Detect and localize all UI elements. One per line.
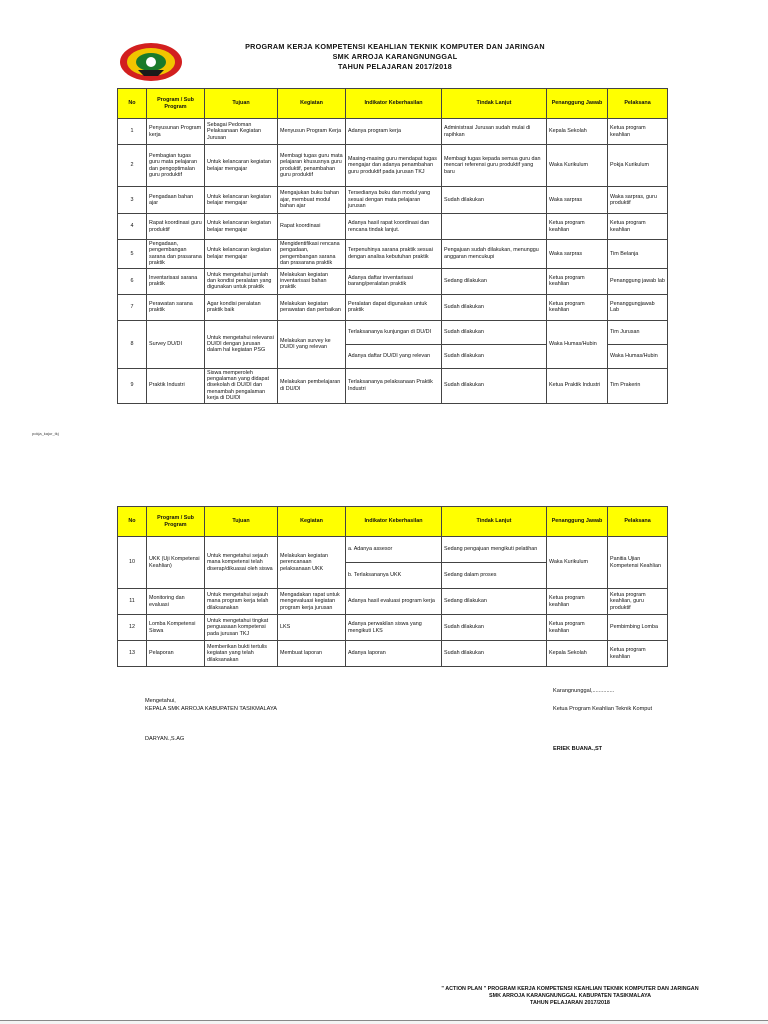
cell-tujuan: Untuk kelancaran kegiatan belajar mengajar bbox=[205, 187, 278, 214]
col-header-kegiatan: Kegiatan bbox=[278, 89, 346, 119]
cell-penanggung-jawab: Kepala Sekolah bbox=[547, 641, 608, 667]
cell-program: Pembagian tugas guru mata pelajaran dan pengoptimalan guru produktif bbox=[147, 145, 205, 187]
cell-tujuan: Untuk mengetahui sejauh mana kompetensi telah diserap/dikuasai oleh siswa bbox=[205, 537, 278, 589]
cell-no: 9 bbox=[118, 368, 147, 403]
cell-program: Pengadaan, pengembangan sarana dan prasarana praktik bbox=[147, 240, 205, 269]
cell-pelaksana: Tim Jurusan bbox=[608, 320, 668, 344]
cell-no: 1 bbox=[118, 119, 147, 145]
cell-pelaksana: Pokja Kurikulum bbox=[608, 145, 668, 187]
col-header-penanggung-jawab: Penanggung Jawab bbox=[547, 89, 608, 119]
cell-indikator: Adanya daftar inventarisasi barang/peralatan praktik bbox=[346, 268, 442, 294]
cell-tindak-lanjut: Pengajuan sudah dilakukan, menunggu anggaran mencukupi bbox=[442, 240, 547, 269]
cell-pelaksana: Penanggung jawab lab bbox=[608, 268, 668, 294]
cell-program: Penyusunan Program kerja bbox=[147, 119, 205, 145]
header-line-1: PROGRAM KERJA KOMPETENSI KEAHLIAN TEKNIK KOMPUTER DAN JARINGAN bbox=[245, 42, 545, 51]
next-table-edge bbox=[0, 1020, 768, 1024]
cell-tujuan: Untuk kelancaran kegiatan belajar mengajar bbox=[205, 145, 278, 187]
col-header-pelaksana: Pelaksana bbox=[608, 507, 668, 537]
cell-program: Monitoring dan evaluasi bbox=[147, 589, 205, 615]
action-line-1: " ACTION PLAN " PROGRAM KERJA KOMPETENSI KEAHLIAN TEKNIK KOMPUTER DAN JARINGAN bbox=[441, 986, 699, 992]
cell-no: 8 bbox=[118, 320, 147, 368]
place-date: Karangnunggal,.............. bbox=[553, 688, 615, 694]
cell-kegiatan: Melakukan survey ke DU/DI yang relevan bbox=[278, 320, 346, 368]
program-table-2 bbox=[117, 506, 668, 667]
program-table-1 bbox=[117, 88, 668, 404]
cell-kegiatan: Rapat koordinasi bbox=[278, 214, 346, 240]
cell-tujuan: Untuk kelancaran kegiatan belajar mengajar bbox=[205, 240, 278, 269]
col-header-program: Program / Sub Program bbox=[147, 507, 205, 537]
cell-program: Perawatan sarana praktik bbox=[147, 294, 205, 320]
action-line-2: SMK ARROJA KARANGNUNGGAL KABUPATEN TASIKMALAYA bbox=[488, 993, 652, 999]
col-header-no: No bbox=[118, 89, 147, 119]
cell-pelaksana: Ketua program keahlian bbox=[608, 214, 668, 240]
table-header-row bbox=[118, 89, 668, 119]
cell-tujuan: Memberikan bukti tertulis kegiatan yang telah dilaksanakan bbox=[205, 641, 278, 667]
cell-pelaksana: Tim Prakerin bbox=[608, 368, 668, 403]
table-row bbox=[118, 320, 668, 344]
cell-no: 4 bbox=[118, 214, 147, 240]
cell-tujuan: Siswa memperoleh pengalaman yang didapat disekolah di DU/DI dan menambah pengalaman kerja di DU/DI bbox=[205, 368, 278, 403]
cell-pelaksana: Pembimbing Lomba bbox=[608, 615, 668, 641]
known-label: Mengetahui, bbox=[145, 698, 176, 704]
cell-tujuan: Sebagai Pedoman Pelaksanaan Kegiatan Jurusan bbox=[205, 119, 278, 145]
cell-no: 13 bbox=[118, 641, 147, 667]
cell-program: Pengadaan bahan ajar bbox=[147, 187, 205, 214]
cell-penanggung-jawab: Waka sarpras bbox=[547, 240, 608, 269]
col-header-kegiatan: Kegiatan bbox=[278, 507, 346, 537]
cell-tindak-lanjut: Sudah dilakukan bbox=[442, 641, 547, 667]
cell-penanggung-jawab: Kepala Sekolah bbox=[547, 119, 608, 145]
cell-pelaksana: Waka sarpras, guru produktif bbox=[608, 187, 668, 214]
table-row bbox=[118, 119, 668, 145]
cell-indikator: Adanya daftar DU/DI yang relevan bbox=[346, 344, 442, 368]
cell-indikator: Tersedianya buku dan modul yang sesuai dengan mata pelajaran jurusan bbox=[346, 187, 442, 214]
cell-tindak-lanjut bbox=[442, 214, 547, 240]
cell-no: 5 bbox=[118, 240, 147, 269]
cell-no: 7 bbox=[118, 294, 147, 320]
col-header-indikator: Indikator Keberhasilan bbox=[346, 507, 442, 537]
cell-penanggung-jawab: Waka Humas/Hubin bbox=[547, 320, 608, 368]
table-row bbox=[118, 615, 668, 641]
table-row bbox=[118, 368, 668, 403]
cell-tindak-lanjut: Membagi tugas kepada semua guru dan mencari referensi guru produktif yang baru bbox=[442, 145, 547, 187]
cell-tujuan: Untuk mengetahui jumlah dan kondisi peralatan yang digunakan untuk praktik bbox=[205, 268, 278, 294]
cell-program: Rapat koordinasi guru produktif bbox=[147, 214, 205, 240]
cell-pelaksana: Ketua program keahlian bbox=[608, 641, 668, 667]
cell-pelaksana: Tim Belanja bbox=[608, 240, 668, 269]
cell-kegiatan: Melakukan kegiatan perawatan dan perbaikan bbox=[278, 294, 346, 320]
cell-penanggung-jawab: Ketua Praktik Industri bbox=[547, 368, 608, 403]
col-header-tindak-lanjut: Tindak Lanjut bbox=[442, 507, 547, 537]
cell-program: Lomba Kompetensi Siswa bbox=[147, 615, 205, 641]
cell-tujuan: Agar kondisi peralatan praktik baik bbox=[205, 294, 278, 320]
cell-indikator: Masing-masing guru mendapat tugas mengajar dan adanya penambahan guru produktif pada jurusan TKJ bbox=[346, 145, 442, 187]
cell-kegiatan: Melakukan kegiatan perencanaan pelaksanaan UKK bbox=[278, 537, 346, 589]
cell-kegiatan: Mengidentifikasi rencana pengadaan, pengembangan sarana dan prasarana praktik bbox=[278, 240, 346, 269]
cell-no: 2 bbox=[118, 145, 147, 187]
cell-indikator: Terlaksananya pelaksanaan Praktik Industri bbox=[346, 368, 442, 403]
cell-pelaksana: Ketua program keahlian bbox=[608, 119, 668, 145]
table-row bbox=[118, 294, 668, 320]
cell-tindak-lanjut: Sudah dilakukan bbox=[442, 187, 547, 214]
table-row bbox=[118, 589, 668, 615]
footer-code: pokja_kajur_tkj bbox=[32, 431, 59, 436]
cell-kegiatan: Membagi tugas guru mata pelajaran khususnya guru produktif, penambahan guru produktif bbox=[278, 145, 346, 187]
cell-indikator: Adanya laporan bbox=[346, 641, 442, 667]
col-header-tindak-lanjut: Tindak Lanjut bbox=[442, 89, 547, 119]
cell-indikator: b. Terlaksananya UKK bbox=[346, 563, 442, 589]
document-header bbox=[200, 42, 590, 72]
cell-kegiatan: Melakukan kegiatan inventarisasi bahan praktik bbox=[278, 268, 346, 294]
cell-pelaksana: Penanggungjawab Lab bbox=[608, 294, 668, 320]
cell-tindak-lanjut: Sedang dilakukan bbox=[442, 589, 547, 615]
cell-no: 6 bbox=[118, 268, 147, 294]
cell-tujuan: Untuk mengetahui relevansi DU/DI dengan jurusan dalam hal kegiatan PSG bbox=[205, 320, 278, 368]
cell-penanggung-jawab: Waka sarpras bbox=[547, 187, 608, 214]
cell-tindak-lanjut: Sudah dilakukan bbox=[442, 615, 547, 641]
cell-penanggung-jawab: Waka Kurikulum bbox=[547, 537, 608, 589]
table-row bbox=[118, 145, 668, 187]
cell-penanggung-jawab: Ketua program keahlian bbox=[547, 589, 608, 615]
col-header-pelaksana: Pelaksana bbox=[608, 89, 668, 119]
cell-tindak-lanjut: Sudah dilakukan bbox=[442, 320, 547, 344]
cell-pelaksana: Waka Humas/Hubin bbox=[608, 344, 668, 368]
cell-indikator: Terlaksananya kunjungan di DU/DI bbox=[346, 320, 442, 344]
cell-no: 11 bbox=[118, 589, 147, 615]
cell-penanggung-jawab: Ketua program keahlian bbox=[547, 294, 608, 320]
table-row bbox=[118, 641, 668, 667]
cell-no: 12 bbox=[118, 615, 147, 641]
cell-kegiatan: Mengadakan rapat untuk mengevaluasi kegiatan program kerja jurusan bbox=[278, 589, 346, 615]
cell-tujuan: Untuk mengetahui tingkat penguasaan kompetensi pada jurusan TKJ bbox=[205, 615, 278, 641]
table-row bbox=[118, 537, 668, 563]
table-header-row bbox=[118, 507, 668, 537]
head-title: KEPALA SMK ARROJA KABUPATEN TASIKMALAYA bbox=[145, 706, 278, 712]
cell-tindak-lanjut: Sudah dilakukan bbox=[442, 344, 547, 368]
cell-kegiatan: LKS bbox=[278, 615, 346, 641]
cell-program: UKK (Uji Kompetensi Keahlian) bbox=[147, 537, 205, 589]
cell-no: 10 bbox=[118, 537, 147, 589]
page-1 bbox=[0, 0, 768, 470]
head-name: DARYAN.,S.AG bbox=[145, 736, 185, 742]
cell-tindak-lanjut: Sedang dilakukan bbox=[442, 268, 547, 294]
cell-kegiatan: Membuat laporan bbox=[278, 641, 346, 667]
table-row bbox=[118, 240, 668, 269]
page-2 bbox=[0, 470, 768, 890]
col-header-no: No bbox=[118, 507, 147, 537]
cell-tujuan: Untuk mengetahui sejauh mana program kerja telah dilaksanakan bbox=[205, 589, 278, 615]
cell-indikator: Peralatan dapat digunakan untuk praktik bbox=[346, 294, 442, 320]
cell-tindak-lanjut: Administrasi Jurusan sudah mulai di rapihkan bbox=[442, 119, 547, 145]
cell-kegiatan: Mengajukan buku bahan ajar, membuat modul bahan ajar bbox=[278, 187, 346, 214]
header-line-2: SMK ARROJA KARANGNUNGGAL bbox=[332, 52, 458, 61]
cell-tindak-lanjut: Sedang pengajuan mengikuti pelatihan bbox=[442, 537, 547, 563]
cell-indikator: Adanya hasil evaluasi program kerja bbox=[346, 589, 442, 615]
col-header-tujuan: Tujuan bbox=[205, 507, 278, 537]
col-header-indikator: Indikator Keberhasilan bbox=[346, 89, 442, 119]
cell-program: Pelaporan bbox=[147, 641, 205, 667]
cell-program: Praktik Industri bbox=[147, 368, 205, 403]
page-3 bbox=[0, 890, 768, 1024]
action-plan-header bbox=[400, 986, 740, 1007]
kaprog-title: Ketua Program Keahlian Teknik Komput bbox=[553, 706, 653, 712]
cell-no: 3 bbox=[118, 187, 147, 214]
school-logo-icon bbox=[118, 40, 184, 84]
table-row bbox=[118, 268, 668, 294]
cell-indikator: Adanya program kerja bbox=[346, 119, 442, 145]
cell-pelaksana: Ketua program keahlian, guru produktif bbox=[608, 589, 668, 615]
cell-penanggung-jawab: Ketua program keahlian bbox=[547, 214, 608, 240]
cell-pelaksana: Panitia Ujian Kompetensi Keahlian bbox=[608, 537, 668, 589]
kaprog-name: ERIEK BUANA.,ST bbox=[553, 746, 603, 752]
col-header-program: Program / Sub Program bbox=[147, 89, 205, 119]
cell-tindak-lanjut: Sedang dalam proses bbox=[442, 563, 547, 589]
cell-kegiatan: Melakukan pembelajaran di DU/DI bbox=[278, 368, 346, 403]
action-line-3: TAHUN PELAJARAN 2017/2018 bbox=[530, 1000, 610, 1006]
cell-penanggung-jawab: Ketua program keahlian bbox=[547, 268, 608, 294]
header-line-3: TAHUN PELAJARAN 2017/2018 bbox=[337, 62, 453, 71]
table-row bbox=[118, 214, 668, 240]
cell-tujuan: Untuk kelancaran kegiatan belajar mengajar bbox=[205, 214, 278, 240]
cell-tindak-lanjut: Sudah dilakukan bbox=[442, 368, 547, 403]
col-header-penanggung-jawab: Penanggung Jawab bbox=[547, 507, 608, 537]
col-header-tujuan: Tujuan bbox=[205, 89, 278, 119]
cell-indikator: Adanya hasil rapat koordinasi dan rencana tindak lanjut. bbox=[346, 214, 442, 240]
cell-indikator: Adanya perwakilan siswa yang mengikuti LKS bbox=[346, 615, 442, 641]
table-row bbox=[118, 187, 668, 214]
cell-kegiatan: Menyusun Program Kerja bbox=[278, 119, 346, 145]
cell-program: Inventarisasi sarana praktik bbox=[147, 268, 205, 294]
cell-indikator: Terpenuhinya sarana praktik sesuai dengan analisa kebutuhan praktik bbox=[346, 240, 442, 269]
cell-tindak-lanjut: Sudah dilakukan bbox=[442, 294, 547, 320]
cell-program: Survey DU/DI bbox=[147, 320, 205, 368]
cell-indikator: a. Adanya assesor bbox=[346, 537, 442, 563]
cell-penanggung-jawab: Ketua program keahlian bbox=[547, 615, 608, 641]
cell-penanggung-jawab: Waka Kurikulum bbox=[547, 145, 608, 187]
